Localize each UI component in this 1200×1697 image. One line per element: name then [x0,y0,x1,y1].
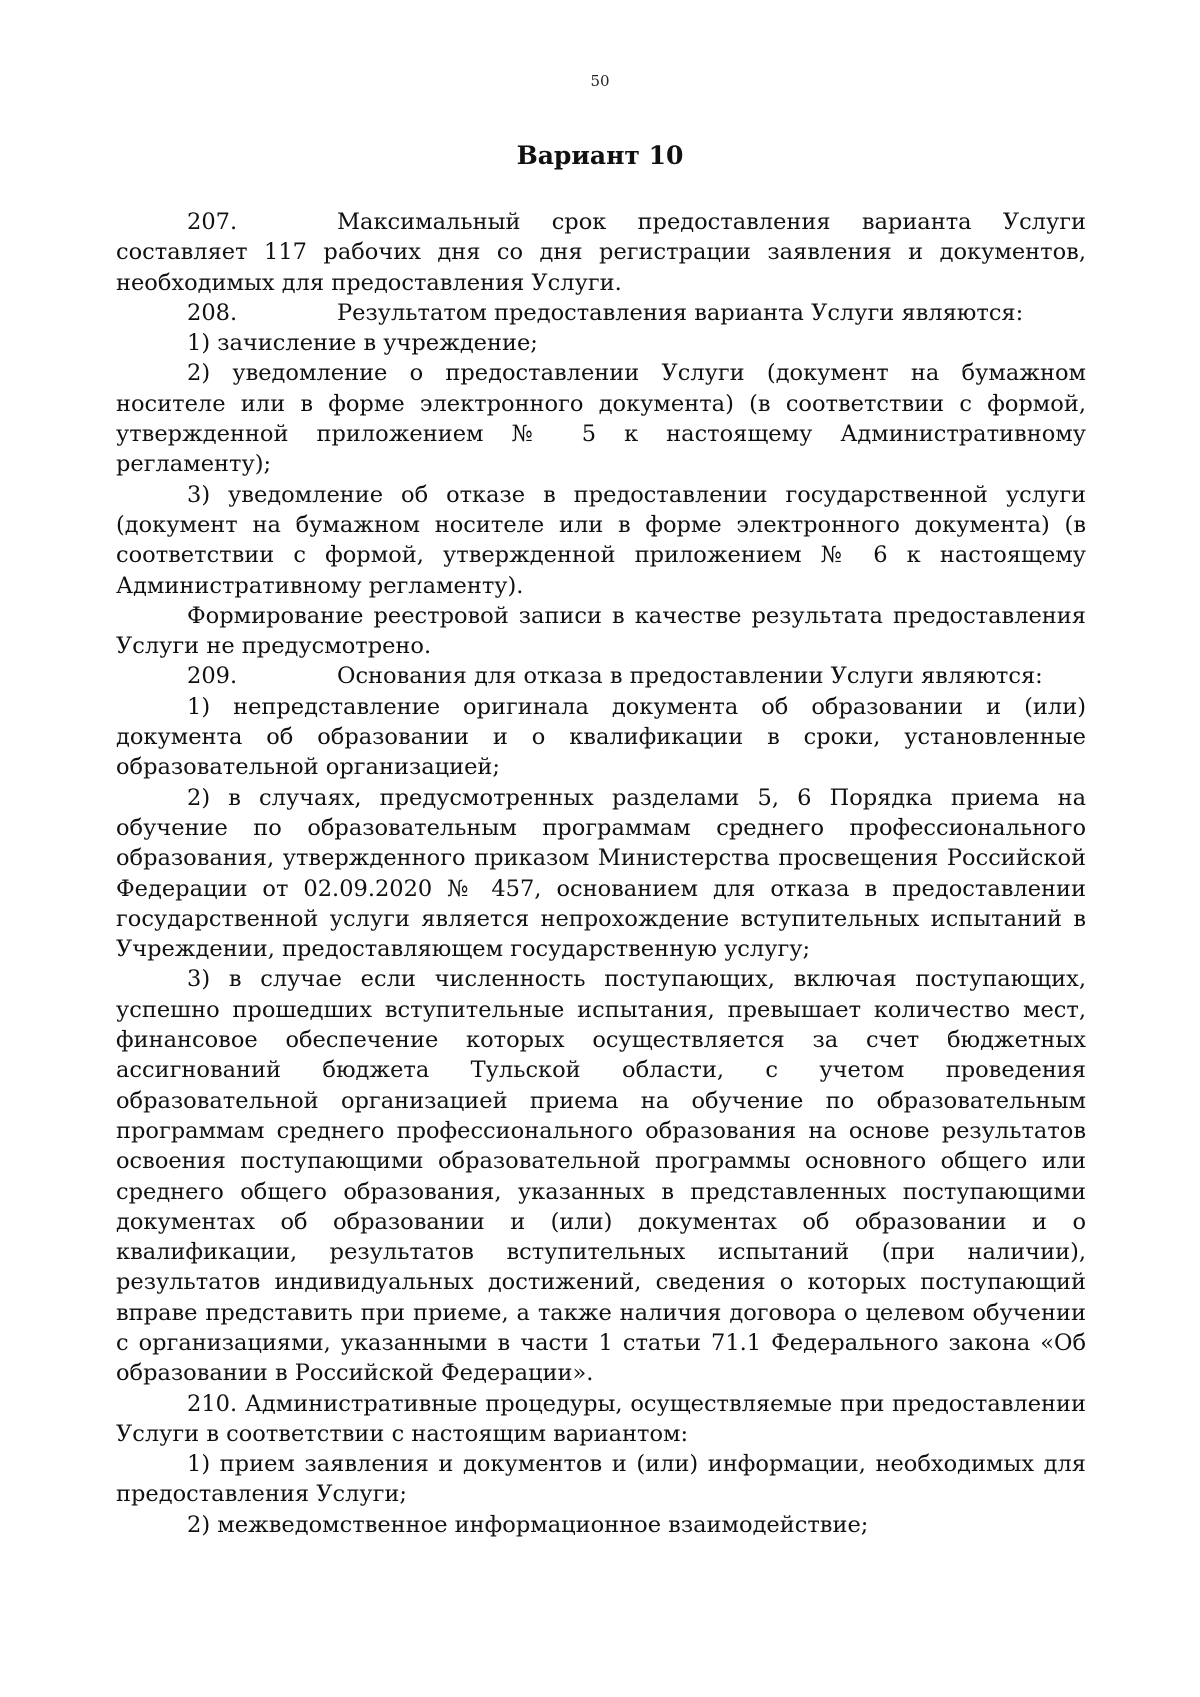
list-item: 3) в случае если численность поступающих, включая поступающих, успешно прошедших вступительные испытания, превышает количество мест, финансовое обеспечение которых осуществляется за счет бюджетных ассигнований бюджета Тульской области, с учетом проведения образовательной организацией приема на обучение по образовательным программам среднего профессионального образования на основе результатов освоения поступающими образовательной программы основного общего или среднего общего образования, указанных в представленных поступающими документах об образовании и (или) документах об образовании и о квалификации, результатов вступительных испытаний (при наличии), результатов индивидуальных достижений, сведения о которых поступающий вправе представить при приеме, а также наличия договора о целевом обучении с организациями, указанными в части 1 статьи 71.1 Федерального закона «Об образовании в Российской Федерации». [116,966,1086,1387]
paragraph-number: 209. [187,663,238,690]
list-item: 1) непредставление оригинала документа об образовании и (или) документа об образовании и о квалификации в сроки, установленные образовательной организацией; [116,693,1086,781]
page-number: 50 [590,72,610,90]
list-item: 1) прием заявления и документов и (или) информации, необходимых для предоставления Услуги; [116,1451,1086,1508]
paragraph-number: 208. [187,299,238,326]
paragraph: Формирование реестровой записи в качестве результата предоставления Услуги не предусмотрено. [116,602,1086,660]
paragraph-number: 207. [187,209,238,235]
list-item: 1) зачисление в учреждение; [187,330,538,357]
paragraph-208 [116,298,1086,328]
paragraph-text: Результатом предоставления варианта Услуги являются: [337,299,1024,326]
list-item: 2) в случаях, предусмотренных разделами 5, 6 Порядка приема на обучение по образовательным программам среднего профессионального образования, утвержденного приказом Министерства просвещения Российской Федерации от 02.09.2020 № 457, основанием для отказа в предоставлении государственной услуги является непрохождение вступительных испытаний в Учреждении, предоставляющем государственную услугу; [116,784,1086,963]
section-title: Вариант 10 [516,141,684,170]
paragraph-text: Основания для отказа в предоставлении Услуги являются: [337,663,1043,690]
paragraph-text: Максимальный срок предоставления варианта Услуги составляет 117 рабочих дня со дня регистрации заявления и документов, необходимых для предоставления Услуги. [116,209,1086,296]
paragraph-209 [116,661,1086,691]
list-item: 2) уведомление о предоставлении Услуги (документ на бумажном носителе или в форме электронного документа) (в соответствии с формой, утвержденной приложением № 5 к настоящему Административному регламенту); [116,360,1086,478]
list-item: 2) межведомственное информационное взаимодействие; [187,1511,869,1538]
paragraph-210: 210. Административные процедуры, осуществляемые при предоставлении Услуги в соответствии с настоящим вариантом: [116,1390,1086,1447]
list-item: 3) уведомление об отказе в предоставлении государственной услуги (документ на бумажном носителе или в форме электронного документа) (в соответствии с формой, утвержденной приложением № 6 к настоящему Административному регламенту). [116,481,1086,599]
document-body [116,207,1086,1540]
paragraph-207 [116,207,1086,298]
